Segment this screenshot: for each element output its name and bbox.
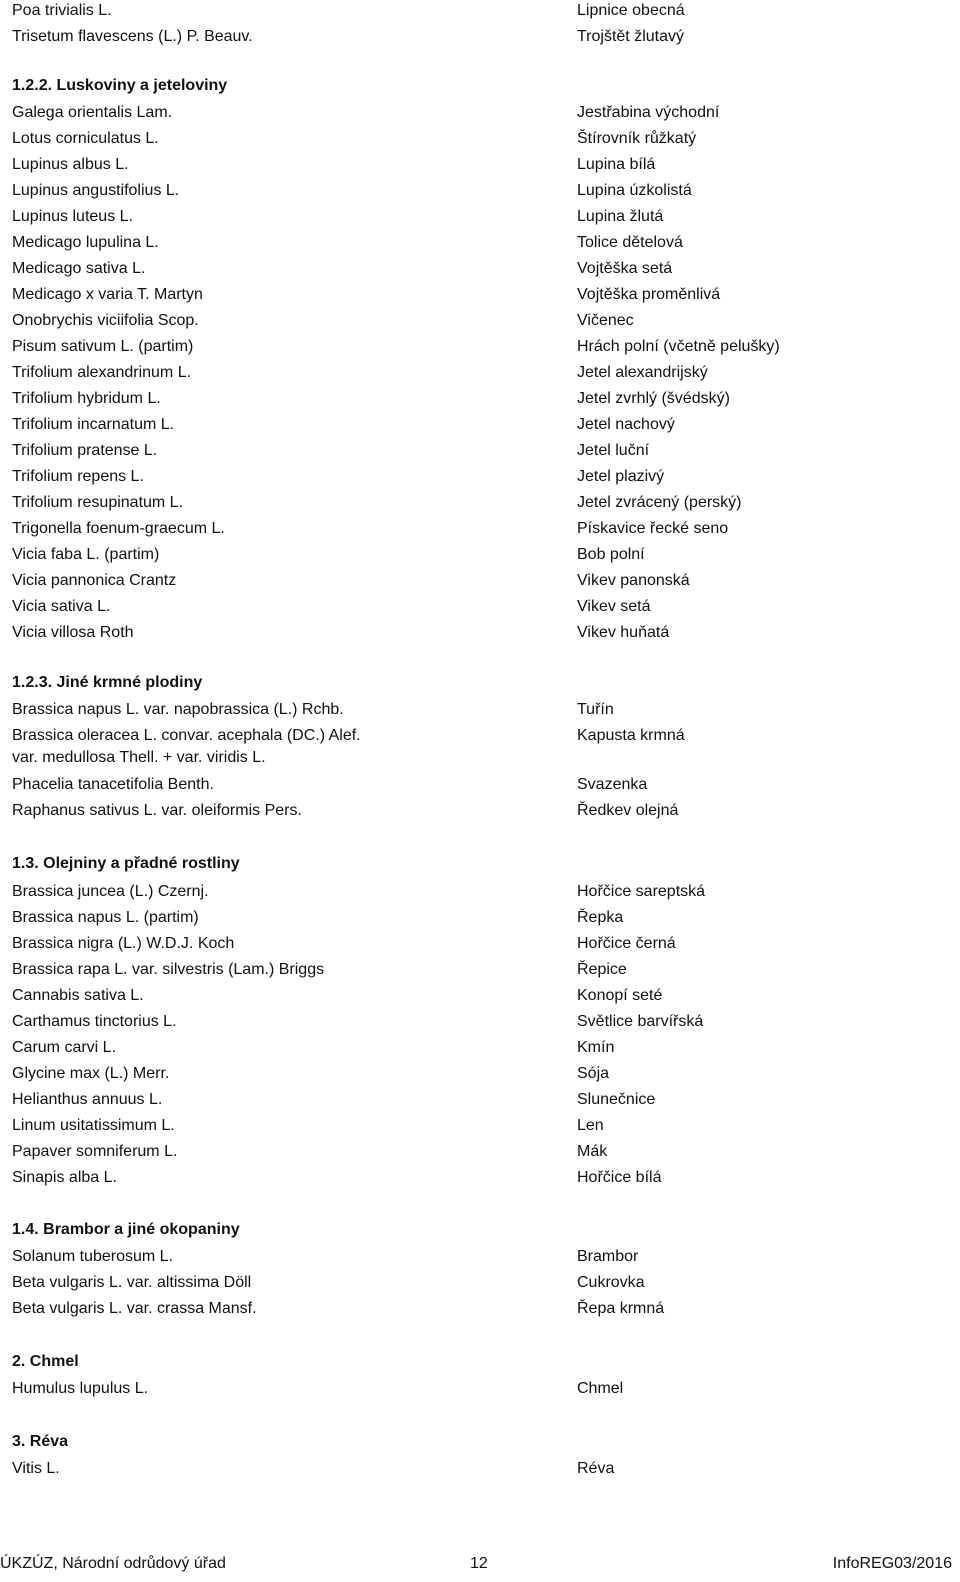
- species-row: [12, 1378, 948, 1400]
- latin-name: Trisetum flavescens (L.) P. Beauv.: [12, 28, 253, 45]
- czech-name: Vičenec: [577, 312, 634, 329]
- latin-name: Brassica nigra (L.) W.D.J. Koch: [12, 935, 235, 952]
- czech-name: Jetel nachový: [577, 416, 675, 433]
- czech-name: Chmel: [577, 1380, 624, 1397]
- species-row: [12, 310, 948, 332]
- czech-name: Bob polní: [577, 546, 645, 563]
- species-row: [12, 1246, 948, 1268]
- section-heading: 2. Chmel: [12, 1353, 79, 1370]
- section-heading: 1.2.2. Luskoviny a jeteloviny: [12, 77, 228, 94]
- czech-name: Konopí seté: [577, 987, 663, 1004]
- latin-name: Vicia pannonica Crantz: [12, 572, 177, 589]
- latin-name: Helianthus annuus L.: [12, 1091, 163, 1108]
- species-row: [12, 1011, 948, 1033]
- czech-name: Tuřín: [577, 701, 614, 718]
- species-row: [12, 544, 948, 566]
- czech-name: Vikev panonská: [577, 572, 690, 589]
- czech-name: Hořčice bílá: [577, 1169, 662, 1186]
- species-row: [12, 1167, 948, 1189]
- latin-name: Pisum sativum L. (partim): [12, 338, 194, 355]
- latin-name: Carthamus tinctorius L.: [12, 1013, 177, 1030]
- latin-name: Brassica oleracea L. convar. acephala (DC.) Alef.: [12, 727, 361, 744]
- czech-name: Trojštět žlutavý: [577, 28, 684, 45]
- species-row: [12, 284, 948, 306]
- latin-name: Humulus lupulus L.: [12, 1380, 149, 1397]
- species-row: [12, 1458, 948, 1480]
- species-row: [12, 596, 948, 618]
- czech-name: Jetel alexandrijský: [577, 364, 708, 381]
- latin-name: Solanum tuberosum L.: [12, 1248, 173, 1265]
- species-row: [12, 800, 948, 822]
- species-row: [12, 959, 948, 981]
- species-row: [12, 414, 948, 436]
- section-heading: 1.4. Brambor a jiné okopaniny: [12, 1221, 240, 1238]
- footer-document-id: InfoREG03/2016: [832, 1555, 952, 1572]
- species-row: [12, 881, 948, 903]
- czech-name: Jetel zvrhlý (švédský): [577, 390, 730, 407]
- czech-name: Vojtěška proměnlivá: [577, 286, 721, 303]
- czech-name: Kmín: [577, 1039, 615, 1056]
- czech-name: Tolice dětelová: [577, 234, 683, 251]
- latin-name: Trifolium hybridum L.: [12, 390, 161, 407]
- czech-name: Jetel plazivý: [577, 468, 665, 485]
- czech-name: Řepa krmná: [577, 1300, 665, 1317]
- latin-name: Poa trivialis L.: [12, 2, 112, 19]
- species-row: [12, 622, 948, 644]
- latin-name: Papaver somniferum L.: [12, 1143, 178, 1160]
- czech-name: Hořčice sareptská: [577, 883, 706, 900]
- species-row: [12, 1089, 948, 1111]
- latin-name: Lupinus albus L.: [12, 156, 129, 173]
- latin-name: Cannabis sativa L.: [12, 987, 144, 1004]
- czech-name: Řepice: [577, 961, 627, 978]
- czech-name: Kapusta krmná: [577, 727, 685, 744]
- section-heading: 1.2.3. Jiné krmné plodiny: [12, 674, 203, 691]
- latin-name: var. medullosa Thell. + var. viridis L.: [12, 749, 266, 766]
- species-row: [12, 774, 948, 796]
- czech-name: Jetel zvrácený (perský): [577, 494, 742, 511]
- latin-name: Sinapis alba L.: [12, 1169, 117, 1186]
- latin-name: Trifolium alexandrinum L.: [12, 364, 192, 381]
- latin-name: Linum usitatissimum L.: [12, 1117, 175, 1134]
- czech-name: Vojtěška setá: [577, 260, 673, 277]
- latin-name: Vitis L.: [12, 1460, 60, 1477]
- species-row: [12, 933, 948, 955]
- species-row: [12, 102, 948, 124]
- latin-name: Lotus corniculatus L.: [12, 130, 159, 147]
- latin-name: Phacelia tanacetifolia Benth.: [12, 776, 214, 793]
- czech-name: Řepka: [577, 909, 624, 926]
- species-row: [12, 128, 948, 150]
- czech-name: Lipnice obecná: [577, 2, 685, 19]
- latin-name: Brassica rapa L. var. silvestris (Lam.) Briggs: [12, 961, 325, 978]
- latin-name: Trifolium incarnatum L.: [12, 416, 175, 433]
- footer-publisher: ÚKZÚZ, Národní odrůdový úřad: [0, 1555, 226, 1572]
- latin-name: Beta vulgaris L. var. crassa Mansf.: [12, 1300, 257, 1317]
- section-heading: 1.3. Olejniny a přadné rostliny: [12, 855, 240, 872]
- page-number: 12: [470, 1555, 488, 1572]
- latin-name: Trifolium repens L.: [12, 468, 144, 485]
- latin-name: Brassica juncea (L.) Czernj.: [12, 883, 209, 900]
- czech-name: Vikev huňatá: [577, 624, 670, 641]
- species-row: [12, 258, 948, 280]
- species-row: [12, 154, 948, 176]
- species-row: [12, 466, 948, 488]
- latin-name: Lupinus angustifolius L.: [12, 182, 180, 199]
- species-row: [12, 362, 948, 384]
- czech-name: Hořčice černá: [577, 935, 676, 952]
- species-row: [12, 747, 948, 769]
- species-row: [12, 1063, 948, 1085]
- species-row: [12, 1272, 948, 1294]
- species-row: [12, 699, 948, 721]
- latin-name: Trifolium pratense L.: [12, 442, 158, 459]
- latin-name: Brassica napus L. (partim): [12, 909, 199, 926]
- species-row: [12, 570, 948, 592]
- section-heading: 3. Réva: [12, 1433, 69, 1450]
- species-row: [12, 1298, 948, 1320]
- latin-name: Trigonella foenum-graecum L.: [12, 520, 225, 537]
- species-row: [12, 518, 948, 540]
- species-row: [12, 725, 948, 747]
- latin-name: Vicia villosa Roth: [12, 624, 134, 641]
- latin-name: Vicia sativa L.: [12, 598, 111, 615]
- species-row: [12, 440, 948, 462]
- latin-name: Medicago sativa L.: [12, 260, 146, 277]
- species-row: [12, 206, 948, 228]
- species-row: [12, 907, 948, 929]
- czech-name: Cukrovka: [577, 1274, 645, 1291]
- latin-name: Lupinus luteus L.: [12, 208, 133, 225]
- page-footer: [0, 1553, 960, 1575]
- latin-name: Galega orientalis Lam.: [12, 104, 173, 121]
- czech-name: Světlice barvířská: [577, 1013, 704, 1030]
- czech-name: Pískavice řecké seno: [577, 520, 729, 537]
- species-row: [12, 1115, 948, 1137]
- czech-name: Lupina žlutá: [577, 208, 664, 225]
- czech-name: Mák: [577, 1143, 608, 1160]
- czech-name: Lupina úzkolistá: [577, 182, 692, 199]
- species-row: [12, 232, 948, 254]
- latin-name: Medicago x varia T. Martyn: [12, 286, 203, 303]
- species-row: [12, 180, 948, 202]
- czech-name: Svazenka: [577, 776, 648, 793]
- latin-name: Beta vulgaris L. var. altissima Döll: [12, 1274, 252, 1291]
- czech-name: Sója: [577, 1065, 610, 1082]
- czech-name: Slunečnice: [577, 1091, 656, 1108]
- species-row: [12, 26, 948, 48]
- latin-name: Carum carvi L.: [12, 1039, 117, 1056]
- czech-name: Hrách polní (včetně pelušky): [577, 338, 780, 355]
- species-row: [12, 1037, 948, 1059]
- czech-name: Brambor: [577, 1248, 639, 1265]
- latin-name: Vicia faba L. (partim): [12, 546, 160, 563]
- latin-name: Raphanus sativus L. var. oleiformis Pers.: [12, 802, 302, 819]
- czech-name: Štírovník růžkatý: [577, 130, 697, 147]
- czech-name: Ředkev olejná: [577, 802, 679, 819]
- latin-name: Brassica napus L. var. napobrassica (L.) Rchb.: [12, 701, 344, 718]
- latin-name: Glycine max (L.) Merr.: [12, 1065, 170, 1082]
- species-row: [12, 388, 948, 410]
- species-row: [12, 0, 948, 22]
- species-row: [12, 492, 948, 514]
- species-row: [12, 985, 948, 1007]
- czech-name: Lupina bílá: [577, 156, 656, 173]
- czech-name: Vikev setá: [577, 598, 651, 615]
- latin-name: Trifolium resupinatum L.: [12, 494, 184, 511]
- czech-name: Len: [577, 1117, 604, 1134]
- latin-name: Onobrychis viciifolia Scop.: [12, 312, 199, 329]
- czech-name: Jestřabina východní: [577, 104, 720, 121]
- czech-name: Réva: [577, 1460, 615, 1477]
- latin-name: Medicago lupulina L.: [12, 234, 159, 251]
- species-row: [12, 1141, 948, 1163]
- czech-name: Jetel luční: [577, 442, 650, 459]
- species-row: [12, 336, 948, 358]
